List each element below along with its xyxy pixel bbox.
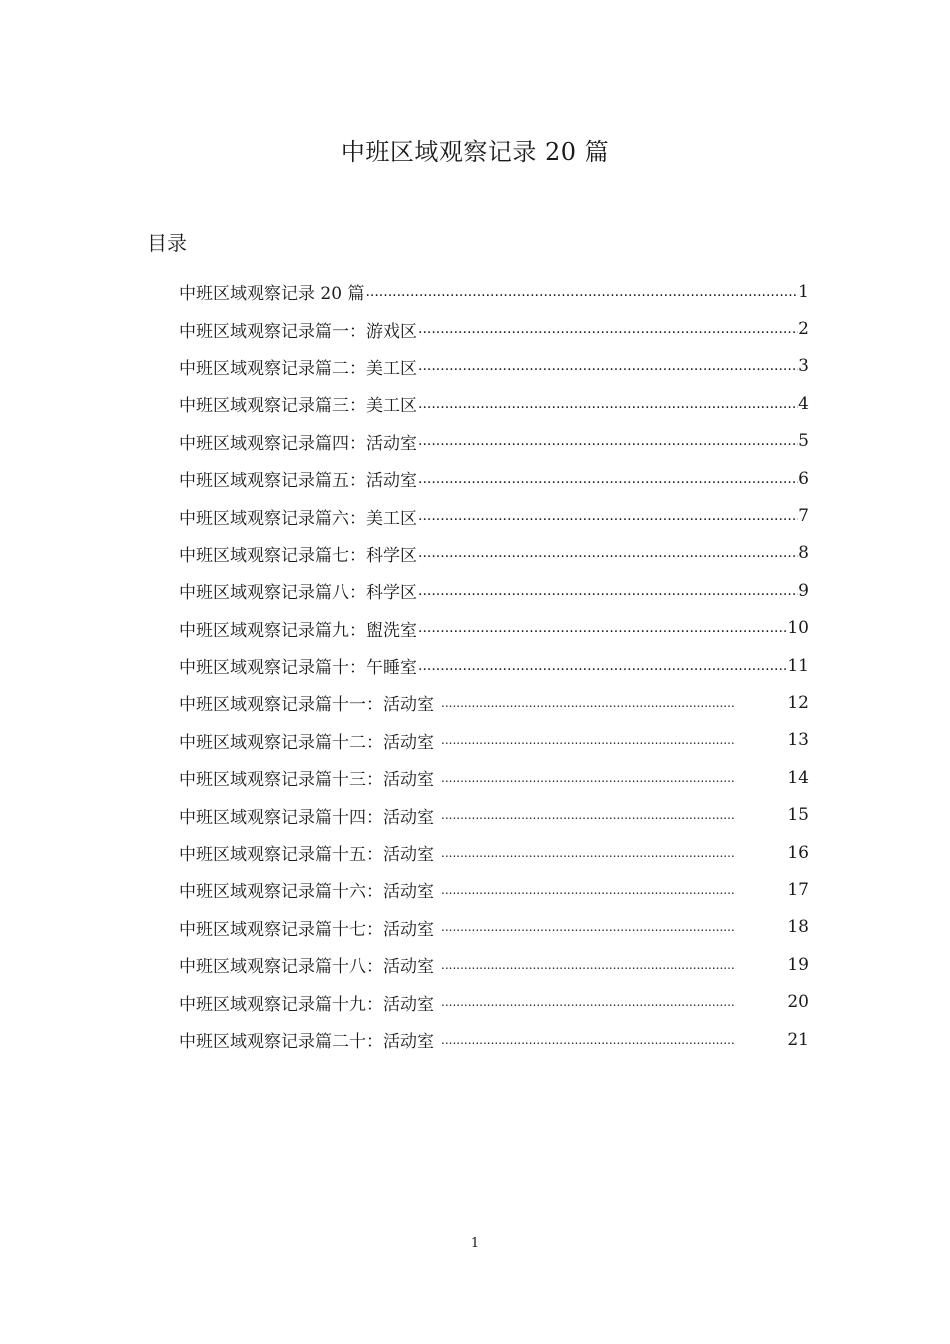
- toc-entry-page: 6: [798, 468, 809, 489]
- toc-entry[interactable]: [179, 946, 809, 983]
- toc-dot-leader: [418, 506, 798, 526]
- toc-entry[interactable]: [179, 310, 809, 347]
- toc-entry-label: 中班区域观察记录篇十八：活动室: [179, 957, 434, 978]
- toc-dot-leader: [441, 955, 736, 975]
- toc-entry-label: 中班区域观察记录篇十：午睡室: [179, 658, 417, 679]
- toc-entry[interactable]: [179, 273, 809, 310]
- toc-entry-label: 中班区域观察记录篇八：科学区: [179, 583, 417, 604]
- toc-entry[interactable]: [179, 423, 809, 460]
- toc-entry[interactable]: [179, 684, 809, 721]
- toc-dot-leader: [441, 768, 736, 788]
- toc-entry-label: 中班区域观察记录篇二：美工区: [179, 358, 417, 379]
- toc-entry-page: 14: [787, 767, 809, 788]
- toc-entry-page: 9: [798, 580, 809, 601]
- toc-entry-page: 15: [787, 805, 809, 826]
- toc-entry-label: 中班区域观察记录篇十三：活动室: [179, 770, 434, 791]
- toc-entry-page: 13: [787, 730, 809, 751]
- toc-entry-page: 17: [787, 879, 809, 900]
- toc-entry[interactable]: [179, 572, 809, 609]
- toc-entry-label: 中班区域观察记录篇十一：活动室: [179, 695, 434, 716]
- toc-entry-label: 中班区域观察记录篇四：活动室: [179, 433, 417, 454]
- toc-entry-label: 中班区域观察记录篇十九：活动室: [179, 994, 434, 1015]
- toc-entry-label: 中班区域观察记录篇三：美工区: [179, 396, 417, 417]
- toc-entry-label: 中班区域观察记录篇一：游戏区: [179, 321, 417, 342]
- toc-dot-leader: [418, 356, 798, 376]
- toc-entry-page: 11: [787, 655, 809, 676]
- toc-dot-leader: [441, 805, 736, 825]
- toc-entry-label: 中班区域观察记录篇九：盥洗室: [179, 620, 417, 641]
- toc-entry-page: 4: [798, 393, 809, 414]
- toc-entry-label: 中班区域观察记录篇五：活动室: [179, 471, 417, 492]
- table-of-contents: [179, 273, 809, 1058]
- toc-entry-label: 中班区域观察记录篇六：美工区: [179, 508, 417, 529]
- toc-entry-label: 中班区域观察记录篇二十：活动室: [179, 1032, 434, 1052]
- toc-entry[interactable]: [179, 796, 809, 833]
- toc-entry-page: 5: [798, 431, 809, 452]
- toc-entry[interactable]: [179, 1021, 809, 1058]
- toc-entry-label: 中班区域观察记录篇七：科学区: [179, 545, 417, 566]
- toc-dot-leader: [441, 1030, 736, 1050]
- toc-entry-label: 中班区域观察记录篇十六：活动室: [179, 882, 434, 903]
- toc-entry-page: 1: [798, 281, 809, 302]
- toc-entry-page: 16: [787, 842, 809, 863]
- toc-entry-page: 12: [787, 692, 809, 713]
- toc-entry-page: 19: [787, 954, 809, 975]
- toc-entry-page: 2: [798, 319, 809, 340]
- toc-dot-leader: [365, 282, 798, 302]
- toc-dot-leader: [441, 880, 736, 900]
- toc-entry[interactable]: [179, 385, 809, 422]
- toc-entry[interactable]: [179, 348, 809, 385]
- toc-dot-leader: [418, 319, 798, 339]
- toc-entry-page: 7: [798, 506, 809, 527]
- toc-entry[interactable]: [179, 871, 809, 908]
- toc-dot-leader: [441, 843, 736, 863]
- toc-entry[interactable]: [179, 610, 809, 647]
- document-title: 中班区域观察记录 20 篇: [340, 138, 610, 166]
- toc-entry[interactable]: [179, 759, 809, 796]
- toc-entry-label: 中班区域观察记录篇十五：活动室: [179, 845, 434, 866]
- toc-entry[interactable]: [179, 497, 809, 534]
- toc-dot-leader: [418, 394, 798, 414]
- toc-entry-label: 中班区域观察记录篇十七：活动室: [179, 919, 434, 940]
- toc-dot-leader: [418, 656, 787, 676]
- toc-entry[interactable]: [179, 535, 809, 572]
- toc-entry-page: 8: [798, 543, 809, 564]
- toc-entry[interactable]: [179, 722, 809, 759]
- toc-entry[interactable]: [179, 909, 809, 946]
- toc-entry[interactable]: [179, 983, 809, 1020]
- toc-heading: 目录: [147, 231, 187, 255]
- toc-entry-label: 中班区域观察记录篇十四：活动室: [179, 807, 434, 828]
- toc-dot-leader: [418, 543, 798, 563]
- footer-page-number: 1: [470, 1236, 480, 1251]
- toc-dot-leader: [441, 730, 736, 750]
- toc-entry-page: 21: [787, 1029, 809, 1050]
- toc-entry-page: 18: [787, 917, 809, 938]
- toc-entry-page: 20: [787, 992, 809, 1013]
- toc-dot-leader: [441, 917, 736, 937]
- toc-entry-label: 中班区域观察记录篇十二：活动室: [179, 732, 434, 753]
- toc-entry-label: 中班区域观察记录 20 篇: [179, 284, 365, 305]
- toc-dot-leader: [418, 469, 798, 489]
- toc-entry[interactable]: [179, 834, 809, 871]
- toc-dot-leader: [441, 693, 736, 713]
- toc-entry-page: 3: [798, 356, 809, 377]
- toc-entry[interactable]: [179, 647, 809, 684]
- toc-entry[interactable]: [179, 460, 809, 497]
- toc-dot-leader: [418, 618, 787, 638]
- toc-entry-page: 10: [787, 618, 809, 639]
- toc-dot-leader: [418, 581, 798, 601]
- toc-dot-leader: [441, 992, 736, 1012]
- toc-dot-leader: [418, 431, 798, 451]
